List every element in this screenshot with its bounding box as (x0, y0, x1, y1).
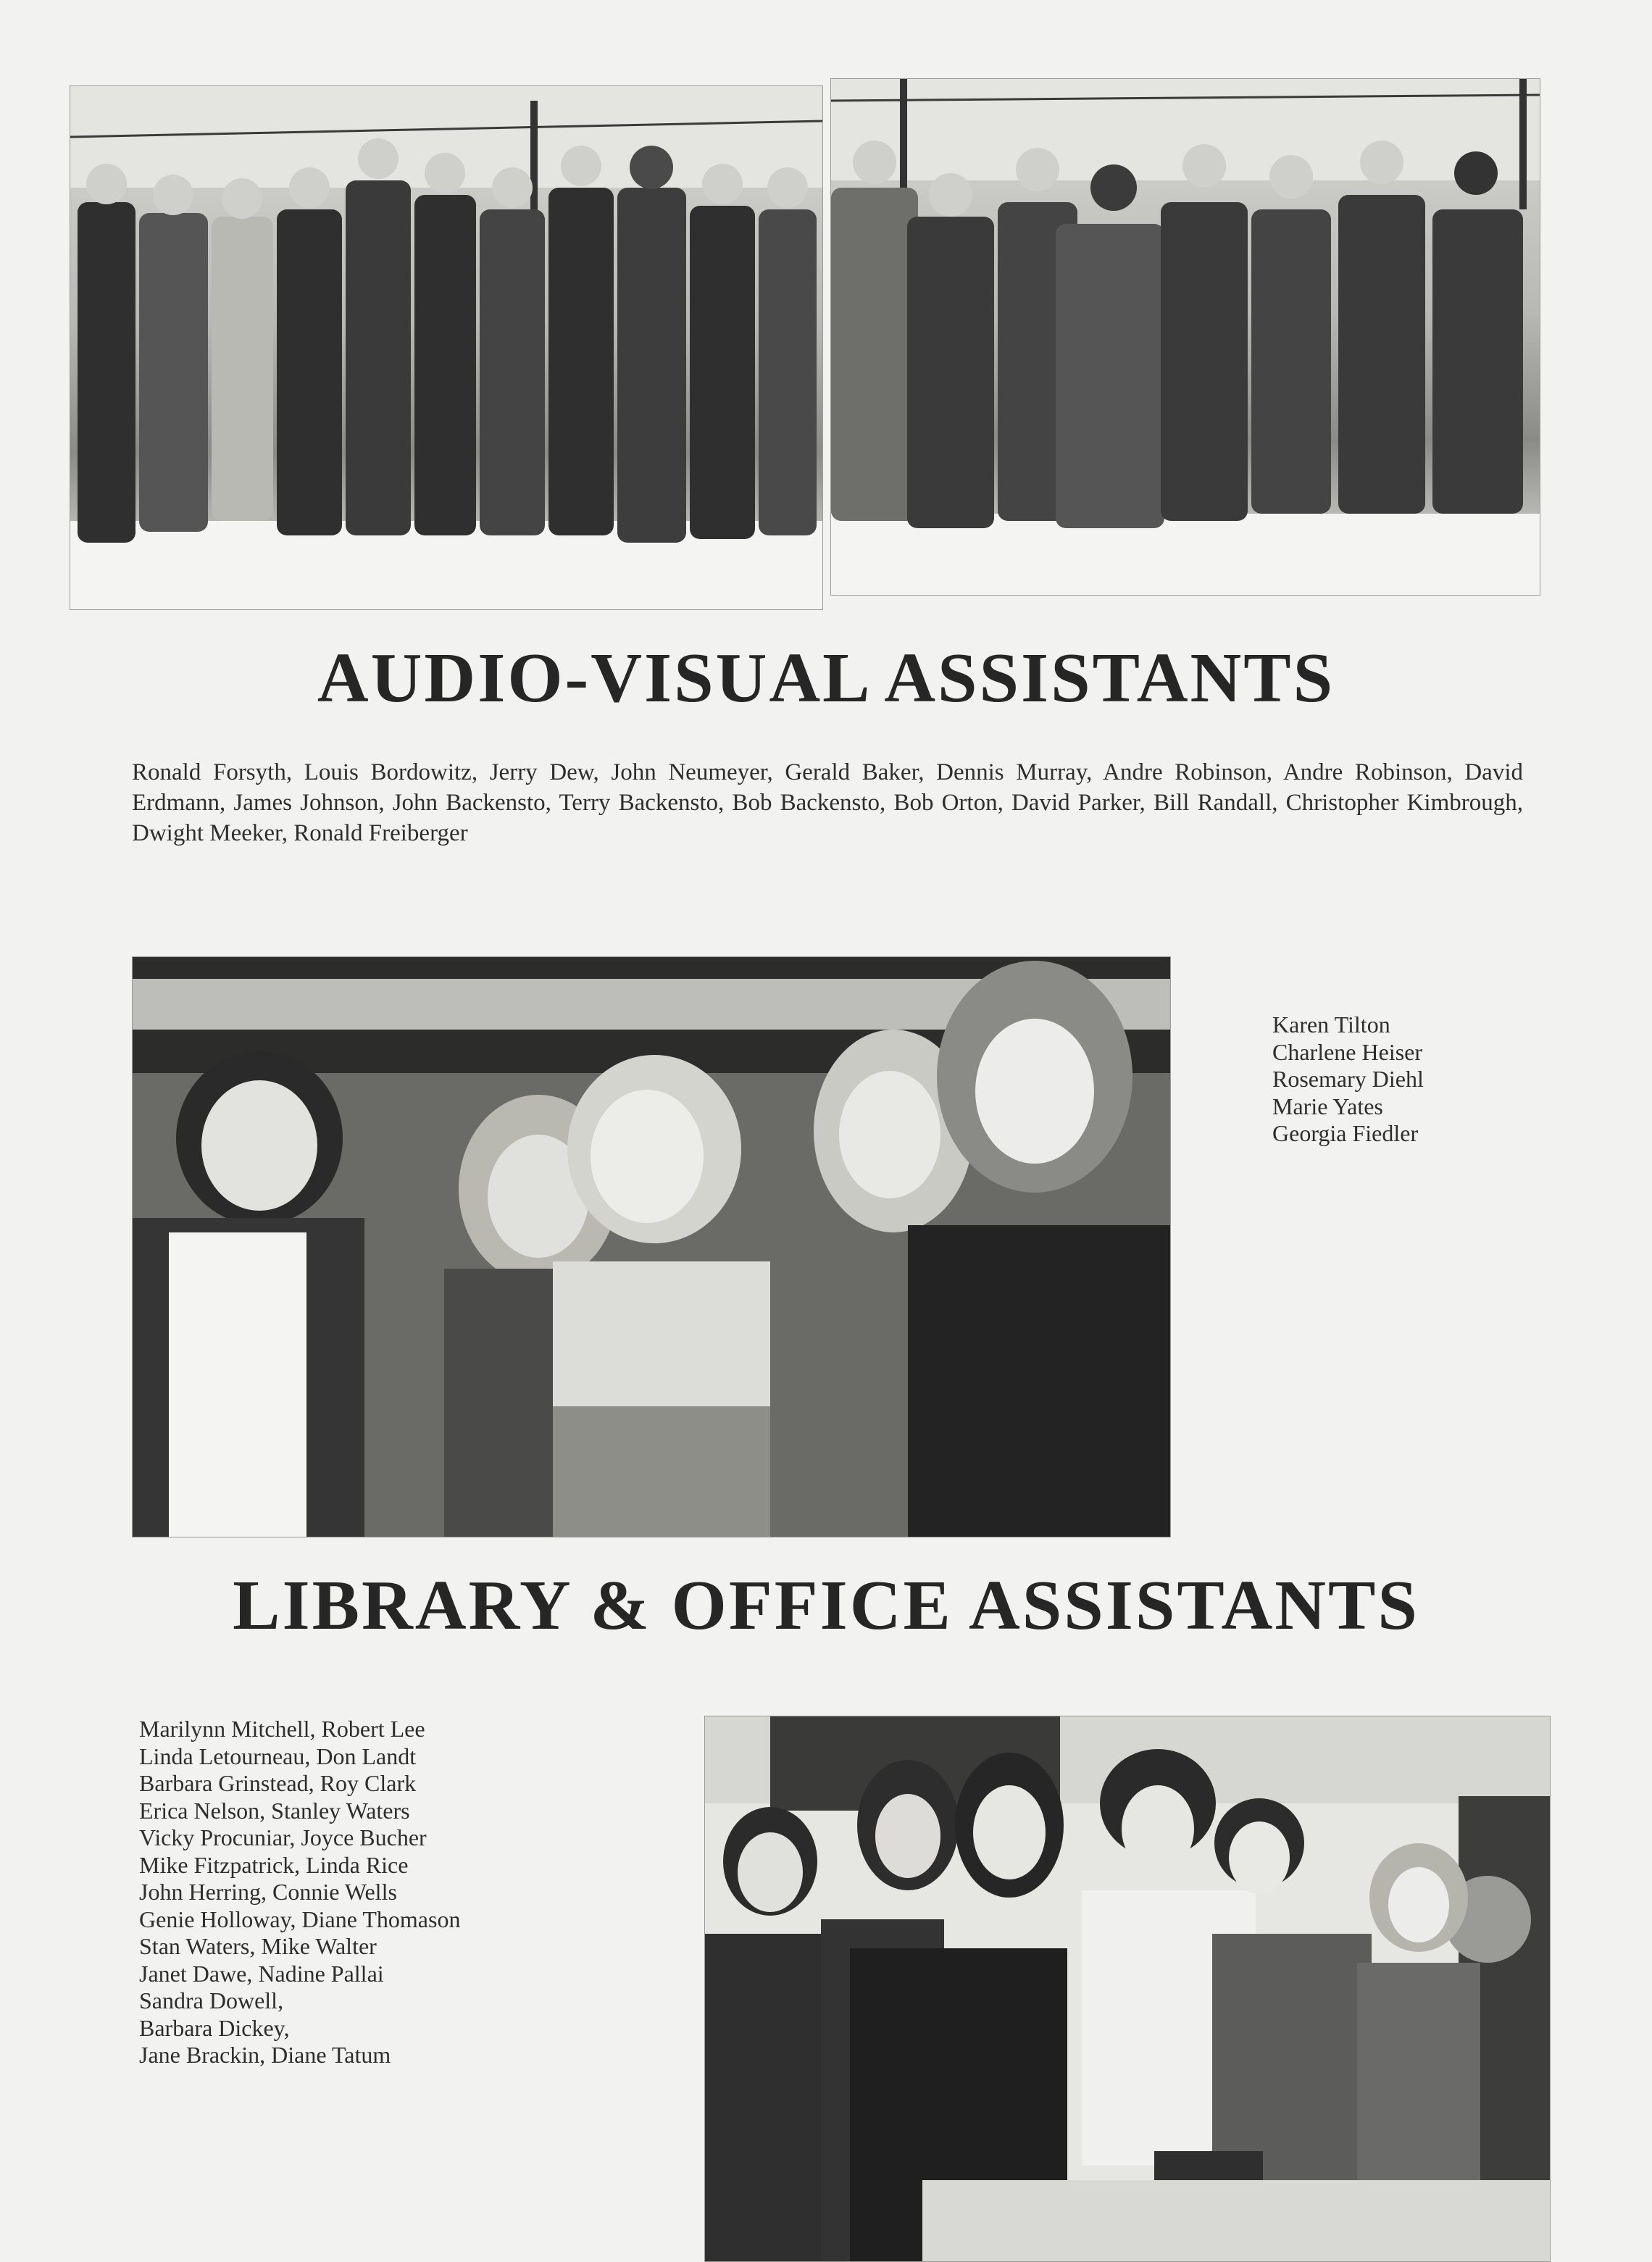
bottom-photo-illustration (705, 1716, 1550, 2261)
side-name: Georgia Fiedler (1272, 1120, 1419, 1146)
middle-photo-illustration (133, 957, 1170, 1537)
names-line: Vicky Procuniar, Joyce Bucher (139, 1824, 427, 1850)
names-line: Erica Nelson, Stanley Waters (139, 1797, 410, 1824)
names-line: Barbara Grinstead, Roy Clark (139, 1770, 417, 1796)
names-line: Mike Fitzpatrick, Linda Rice (139, 1851, 409, 1878)
library-office-names-list (139, 1716, 460, 2069)
names-line: Janet Dawe, Nadine Pallai (139, 1960, 384, 1987)
audio-visual-group-photo-right (830, 78, 1540, 596)
library-office-group-photo-bottom (704, 1716, 1551, 2262)
side-name: Marie Yates (1272, 1093, 1383, 1119)
library-side-names-list (1272, 1011, 1424, 1148)
names-line: Stan Waters, Mike Walter (139, 1933, 377, 1959)
names-line: Barbara Dickey, (139, 2014, 290, 2041)
side-name: Karen Tilton (1272, 1011, 1390, 1038)
side-name: Rosemary Diehl (1272, 1066, 1424, 1092)
audio-visual-group-photo-left (70, 85, 823, 610)
side-name: Charlene Heiser (1272, 1038, 1423, 1065)
group-photo-right-illustration (831, 79, 1540, 595)
library-group-photo-middle (132, 956, 1171, 1537)
library-office-heading: LIBRARY & OFFICE ASSISTANTS (233, 1566, 1419, 1645)
names-line: Marilynn Mitchell, Robert Lee (139, 1716, 425, 1742)
names-line: Genie Holloway, Diane Thomason (139, 1906, 461, 1932)
audio-visual-heading: AUDIO-VISUAL ASSISTANTS (317, 639, 1335, 717)
names-line: Jane Brackin, Diane Tatum (139, 2042, 391, 2068)
names-line: John Herring, Connie Wells (139, 1879, 397, 1905)
names-line: Linda Letourneau, Don Landt (139, 1743, 417, 1769)
group-photo-left-illustration (70, 86, 822, 609)
names-line: Sandra Dowell, (139, 1987, 284, 2013)
audio-visual-names: Ronald Forsyth, Louis Bordowitz, Jerry Dew, John Neumeyer, Gerald Baker, Dennis Murray, Andre Robinson, Andre Robinson, David Erdmann, James Johnson, John Backensto, Terry Backensto, Bob Backensto, Bob Orton, David Parker, Bill Randall, Christopher Kimbrough, Dwight Meeker, Ronald Freiberger (132, 759, 1523, 846)
